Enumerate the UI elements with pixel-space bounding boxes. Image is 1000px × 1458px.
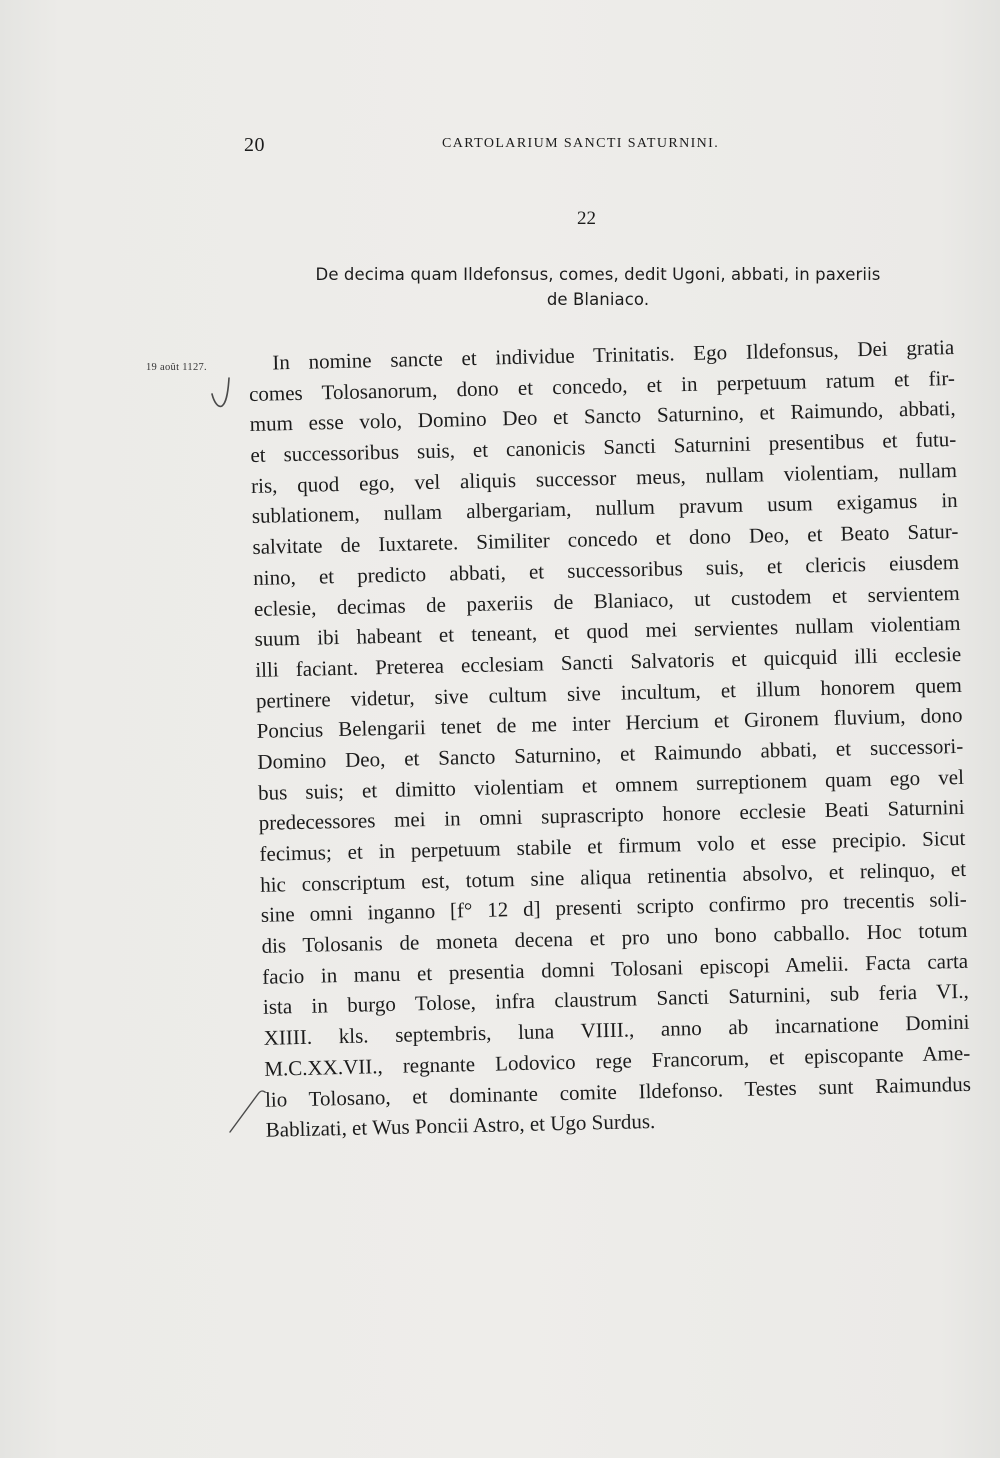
body-line: Poncius Belengarii tenet de me inter Hercium et Gironem fluvium, dono: [256, 703, 963, 744]
body-line: M.C.XX.VII., regnante Lodovico rege Francorum, et episcopante Ame-: [264, 1040, 971, 1081]
body-line: sine omni inganno [f° 12 d] presenti scripto confirmo pro trecentis soli-: [260, 887, 967, 928]
body-line: bus suis; et dimitto violentiam et omnem surreptionem quam ego vel: [257, 764, 965, 805]
body-line: lio Tolosano, et dominante comite Ildefonso. Testes sunt Raimundus: [264, 1071, 972, 1112]
charter-body: [248, 332, 972, 1142]
margin-date: 19 août 1127.: [146, 362, 207, 373]
body-line: XIIII. kls. septembris, luna VIIII., anno ab incarnatione Domini: [263, 1009, 970, 1050]
body-line: pertinere videtur, sive cultum sive incultum, et illum honorem quem: [255, 672, 963, 713]
body-line: nino, et predicto abbati, et successoribus suis, et clericis eiusdem: [252, 549, 960, 590]
body-line: sublationem, nullam albergariam, nullum pravum usum exigamus in: [251, 488, 958, 529]
body-line: In nomine sancte et individue Trinitatis. Ego Ildefonsus, Dei gratia: [272, 334, 955, 375]
body-line: ista in burgo Tolose, infra claustrum Sancti Saturnini, sub feria VI.,: [262, 979, 970, 1020]
body-line: Bablizati, et Wus Poncii Astro, et Ugo Surdus.: [265, 1109, 656, 1142]
body-line: Domino Deo, et Sancto Saturnino, et Raimundo abbati, et successori-: [257, 733, 964, 774]
body-line: hic conscriptum est, totum sine aliqua retinentia absolvo, et relinquo, et: [259, 856, 967, 897]
running-title: CARTOLARIUM SANCTI SATURNINI.: [442, 136, 720, 151]
body-line: et successoribus suis, et canonicis Sancti Saturnini presentibus et futu-: [250, 427, 957, 468]
body-line: ris, quod ego, vel aliquis successor meus, nullam violentiam, nullam: [250, 457, 958, 498]
document-number: 22: [577, 208, 596, 229]
document-title-line: De decima quam Ildefonsus, comes, dedit Ugoni, abbati, in paxeriis: [315, 265, 881, 284]
body-line: illi faciant. Preterea ecclesiam Sancti Salvatoris et quicquid illi ecclesie: [255, 641, 962, 682]
running-head: [244, 130, 744, 160]
body-line: mum esse volo, Domino Deo et Sancto Saturnino, et Raimundo, abbati,: [249, 396, 956, 437]
document-title: [248, 262, 948, 312]
page-number: 20: [244, 134, 265, 156]
body-line: fecimus; et in perpetuum stabile et firmum volo et esse precipio. Sicut: [259, 825, 966, 866]
body-line: predecessores mei in omni suprascripto honore ecclesie Beati Saturnini: [258, 795, 965, 836]
body-line: comes Tolosanorum, dono et concedo, et in perpetuum ratum et fir-: [248, 365, 956, 406]
body-line: eclesie, decimas de paxeriis de Blaniaco, ut custodem et servientem: [253, 580, 961, 621]
pencil-slash-mark: [228, 1088, 268, 1134]
body-line: suum ibi habeant et teneant, et quod mei servientes nullam violentiam: [254, 611, 961, 652]
body-line: salvitate de Iuxtarete. Similiter concedo et dono Deo, et Beato Satur-: [252, 519, 959, 560]
pencil-check-mark: [208, 372, 234, 412]
body-line: dis Tolosanis de moneta decena et pro uno bono cabballo. Hoc totum: [261, 917, 968, 958]
document-title-line: de Blaniaco.: [546, 290, 650, 309]
body-line: facio in manu et presentia domni Tolosani episcopi Amelii. Facta carta: [261, 948, 969, 989]
